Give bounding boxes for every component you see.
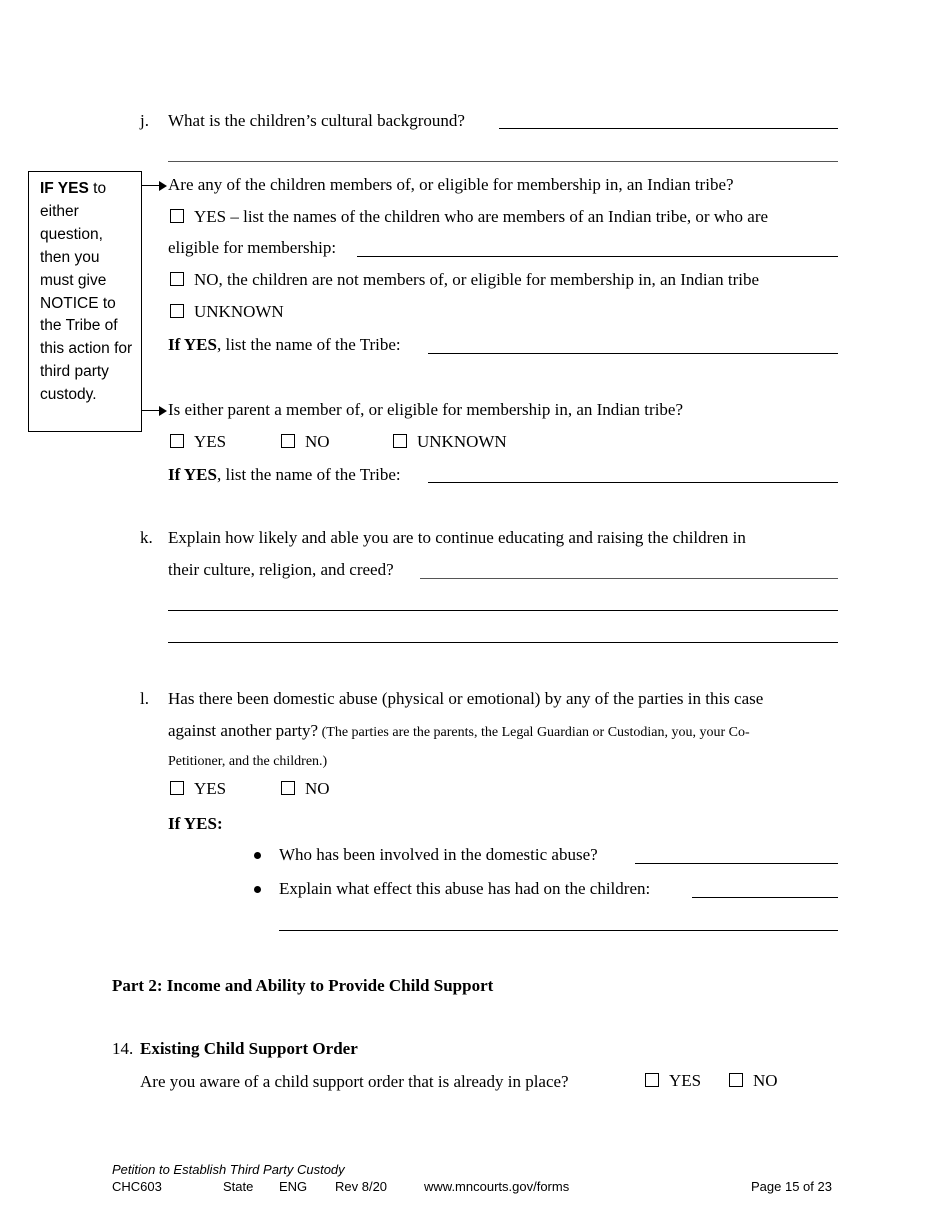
question-l-line3: Petitioner, and the children.) — [168, 754, 328, 769]
children-tribe-name-label — [168, 335, 401, 355]
culture-answer-field-3[interactable] — [168, 642, 838, 643]
if-yes-bold: If YES — [168, 335, 217, 354]
question-j-label: j. — [140, 111, 149, 130]
footer-language: ENG — [279, 1179, 308, 1194]
arrow-head-children — [159, 181, 167, 191]
question-k-line2: their culture, religion, and creed? — [168, 560, 394, 579]
parent-tribe-unknown-checkbox[interactable] — [393, 434, 407, 448]
parent-tribe-name-label — [168, 465, 401, 485]
children-tribe-yes-checkbox[interactable] — [170, 209, 184, 223]
children-tribe-yes-label: YES – list the names of the children who are members of an Indian tribe, or who are — [194, 207, 769, 226]
parent-tribe-question: Is either parent a member of, or eligible for membership in, an Indian tribe? — [168, 400, 684, 419]
parent-tribe-no-label: NO — [305, 432, 330, 451]
children-tribe-no-label: NO, the children are not members of, or eligible for membership in, an Indian tribe — [194, 270, 760, 289]
abuse-no-label: NO — [305, 779, 330, 798]
question-l-line2-main: against another party? — [168, 721, 319, 740]
section-divider — [168, 161, 838, 162]
question-j-text: What is the children’s cultural background? — [168, 111, 465, 130]
parent-tribe-yes-label: YES — [194, 432, 227, 451]
footer-website: www.mncourts.gov/forms — [424, 1179, 570, 1194]
question-k-label: k. — [140, 528, 153, 547]
support-order-yes-label: YES — [669, 1071, 702, 1090]
bullet-icon — [254, 886, 261, 893]
if-yes-bold: If YES — [168, 465, 217, 484]
arrow-line-children — [142, 185, 160, 186]
arrow-line-parent — [142, 410, 160, 411]
part2-heading: Part 2: Income and Ability to Provide Child Support — [112, 976, 494, 995]
footer-page-number: Page 15 of 23 — [751, 1179, 832, 1194]
abuse-effect-field-1[interactable] — [692, 897, 838, 898]
parent-tribe-no-checkbox[interactable] — [281, 434, 295, 448]
children-tribe-no-checkbox[interactable] — [170, 272, 184, 286]
footer-form-title: Petition to Establish Third Party Custody — [112, 1162, 345, 1177]
children-tribe-yes-label-cont: eligible for membership: — [168, 238, 337, 257]
abuse-effect-field-2[interactable] — [279, 930, 838, 931]
notice-text: to either question, then you must give NOTICE to the Tribe of this action for third party custody. — [40, 180, 133, 404]
question-l-line2-small: (The parties are the parents, the Legal Guardian or Custodian, you, your Co- — [318, 725, 750, 740]
parent-tribe-name-field[interactable] — [428, 482, 838, 483]
abuse-yes-checkbox[interactable] — [170, 781, 184, 795]
if-yes-text: , list the name of the Tribe: — [216, 335, 401, 354]
abuse-effect-question: Explain what effect this abuse has had on the children: — [279, 879, 651, 898]
children-tribe-question: Are any of the children members of, or eligible for membership in, an Indian tribe? — [168, 175, 734, 194]
footer-form-code: CHC603 — [112, 1179, 162, 1194]
question-l-line1: Has there been domestic abuse (physical or emotional) by any of the parties in this case — [168, 689, 764, 708]
culture-answer-field-1[interactable] — [420, 578, 838, 579]
section14-title: Existing Child Support Order — [140, 1039, 358, 1058]
question-l-label: l. — [140, 689, 149, 708]
support-order-no-checkbox[interactable] — [729, 1073, 743, 1087]
abuse-if-yes-heading: If YES: — [168, 814, 223, 833]
abuse-involved-field[interactable] — [635, 863, 838, 864]
support-order-no-label: NO — [753, 1071, 778, 1090]
question-l-line2 — [168, 721, 750, 743]
footer-state: State — [223, 1179, 254, 1194]
abuse-involved-question: Who has been involved in the domestic abuse? — [279, 845, 598, 864]
parent-tribe-yes-checkbox[interactable] — [170, 434, 184, 448]
children-tribe-unknown-label: UNKNOWN — [194, 302, 284, 321]
bullet-icon — [254, 852, 261, 859]
support-order-yes-checkbox[interactable] — [645, 1073, 659, 1087]
arrow-head-parent — [159, 406, 167, 416]
culture-answer-field-2[interactable] — [168, 610, 838, 611]
abuse-no-checkbox[interactable] — [281, 781, 295, 795]
notice-bold-text: IF YES — [40, 180, 89, 197]
if-yes-text: , list the name of the Tribe: — [216, 465, 401, 484]
child-support-order-question: Are you aware of a child support order that is already in place? — [140, 1072, 569, 1091]
question-k-line1: Explain how likely and able you are to continue educating and raising the children in — [168, 528, 746, 547]
tribe-notice-box — [28, 171, 142, 432]
children-tribe-name-field[interactable] — [428, 353, 838, 354]
cultural-background-field[interactable] — [499, 128, 838, 129]
children-tribe-unknown-checkbox[interactable] — [170, 304, 184, 318]
section14-number: 14. — [112, 1039, 134, 1058]
parent-tribe-unknown-label: UNKNOWN — [417, 432, 507, 451]
children-names-field[interactable] — [357, 256, 838, 257]
footer-revision: Rev 8/20 — [335, 1179, 388, 1194]
abuse-yes-label: YES — [194, 779, 227, 798]
